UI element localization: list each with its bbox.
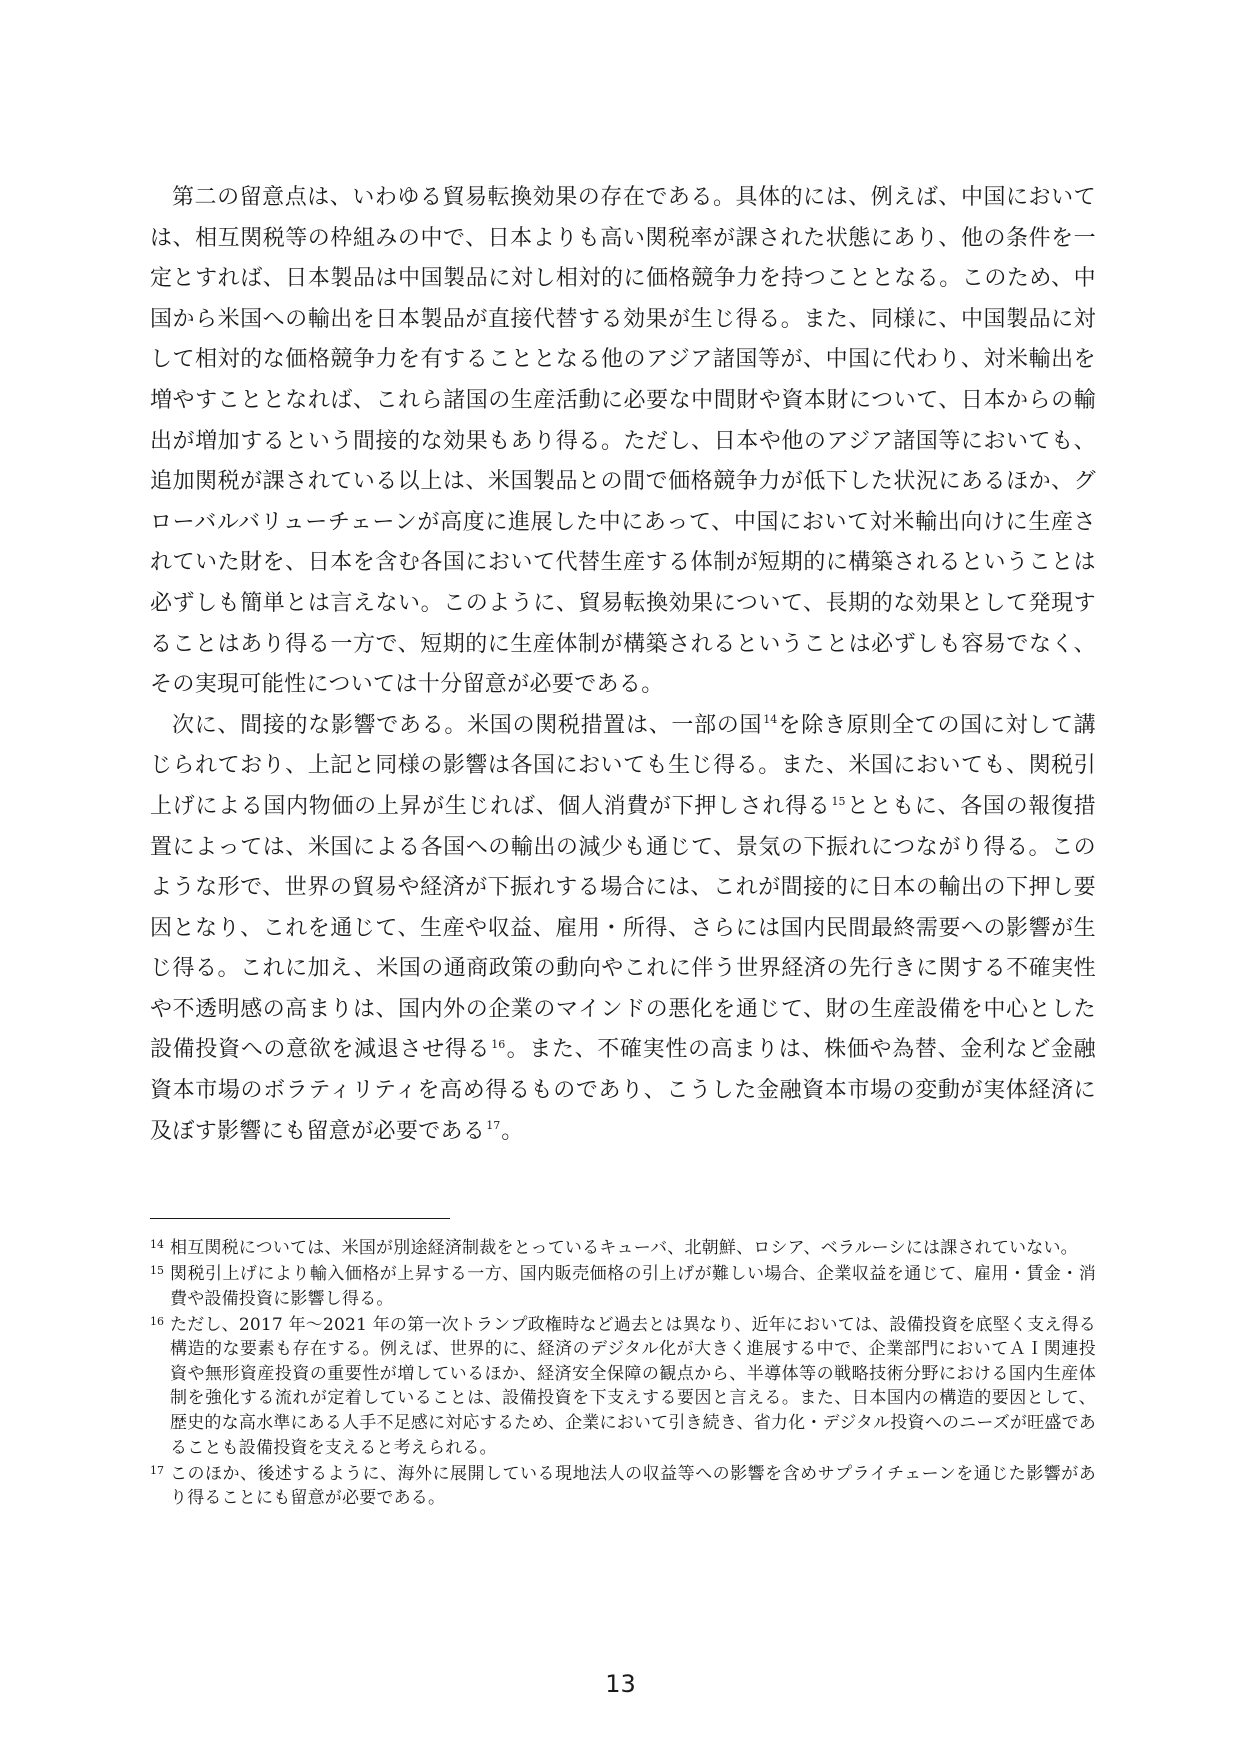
footnote-divider [150,1218,450,1219]
paragraph-text: 次に、間接的な影響である。米国の関税措置は、一部の国 [172,712,763,738]
paragraph-indirect-effects [150,706,1096,1153]
footnote-number: 16 [150,1314,164,1328]
body-text [150,178,1096,1152]
footnote-text: このほか、後述するように、海外に展開している現地法人の収益等への影響を含めサプライチェーンを通じた影響があり得ることにも留意が必要である。 [170,1463,1096,1509]
page-number: 13 [605,1670,636,1698]
footnote-ref-17[interactable]: 17 [486,1119,501,1133]
footnote-text: 関税引上げにより輸入価格が上昇する一方、国内販売価格の引上げが難しい場合、企業収益を通じて、雇用・賃金・消費や設備投資に影響し得る。 [170,1263,1096,1309]
footnote-number: 14 [150,1238,164,1251]
footnote-ref-15[interactable]: 15 [831,794,846,808]
paragraph-text: とともに、各国の報復措置によっては、米国による各国への輸出の減少も通じて、景気の下振れにつながり得る。このような形で、世界の貿易や経済が下振れする場合には、これが間接的に日本の輸出の下押し要因となり、これを通じて、生産や収益、雇用・所得、さらには国内民間最終需要への影響が生じ得る。これに加え、米国の通商政策の動向やこれに伴う世界経済の先行きに関する不確実性や不透明感の高まりは、国内外の企業のマインドの悪化を通じて、財の生産設備を中心とした設備投資への意欲を減退させ得る [150,793,1096,1063]
footnote-ref-16[interactable]: 16 [491,1038,506,1052]
footnote-number: 15 [150,1263,164,1277]
footnote-17 [150,1462,1096,1511]
footnote-ref-14[interactable]: 14 [763,713,778,727]
footnotes [150,1236,1096,1512]
footnote-number: 17 [150,1463,164,1477]
paragraph-text: 。また、不確実性の高まりは、株価や為替、金利など金融資本市場のボラティリティを高め得るものであり、こうした金融資本市場の変動が実体経済に及ぼす影響にも留意が必要である [150,1037,1096,1144]
footnote-14 [150,1236,1096,1261]
footnote-15 [150,1262,1096,1311]
paragraph-text: 。 [501,1118,524,1144]
footnote-16 [150,1313,1096,1461]
footnote-text: ただし、2017 年～2021 年の第一次トランプ政権時など過去とは異なり、近年においては、設備投資を底堅く支え得る構造的な要素も存在する。例えば、世界的に、経済のデジタル化が大きく進展する中で、企業部門においてＡＩ関連投資や無形資産投資の重要性が増しているほか、経済安全保障の観点から、半導体等の戦略技術分野における国内生産体制を強化する流れが定着していることは、設備投資を下支えする要因と言える。また、日本国内の構造的要因として、歴史的な高水準にある人手不足感に対応するため、企業において引き続き、省力化・デジタル投資へのニーズが旺盛であることも設備投資を支えると考えられる。 [170,1314,1096,1458]
paragraph-trade-diversion: 第二の留意点は、いわゆる貿易転換効果の存在である。具体的には、例えば、中国においては、相互関税等の枠組みの中で、日本よりも高い関税率が課された状態にあり、他の条件を一定とすれば、日本製品は中国製品に対し相対的に価格競争力を持つこととなる。このため、中国から米国への輸出を日本製品が直接代替する効果が生じ得る。また、同様に、中国製品に対して相対的な価格競争力を有することとなる他のアジア諸国等が、中国に代わり、対米輸出を増やすこととなれば、これら諸国の生産活動に必要な中間財や資本財について、日本からの輸出が増加するという間接的な効果もあり得る。ただし、日本や他のアジア諸国等においても、追加関税が課されている以上は、米国製品との間で価格競争力が低下した状況にあるほか、グローバルバリューチェーンが高度に進展した中にあって、中国において対米輸出向けに生産されていた財を、日本を含む各国において代替生産する体制が短期的に構築されるということは必ずしも簡単とは言えない。このように、貿易転換効果について、長期的な効果として発現することはあり得る一方で、短期的に生産体制が構築されるということは必ずしも容易でなく、その実現可能性については十分留意が必要である。 [150,185,1096,698]
footnote-text: 相互関税については、米国が別途経済制裁をとっているキューバ、北朝鮮、ロシア、ベラルーシには課されていない。 [170,1238,1078,1258]
paragraph-text: を除き原則全ての国に対して講じられており、上記と同様の影響は各国においても生じ得る。また、米国においても、関税引上げによる国内物価の上昇が生じれば、個人消費が下押しされ得る [150,712,1096,819]
